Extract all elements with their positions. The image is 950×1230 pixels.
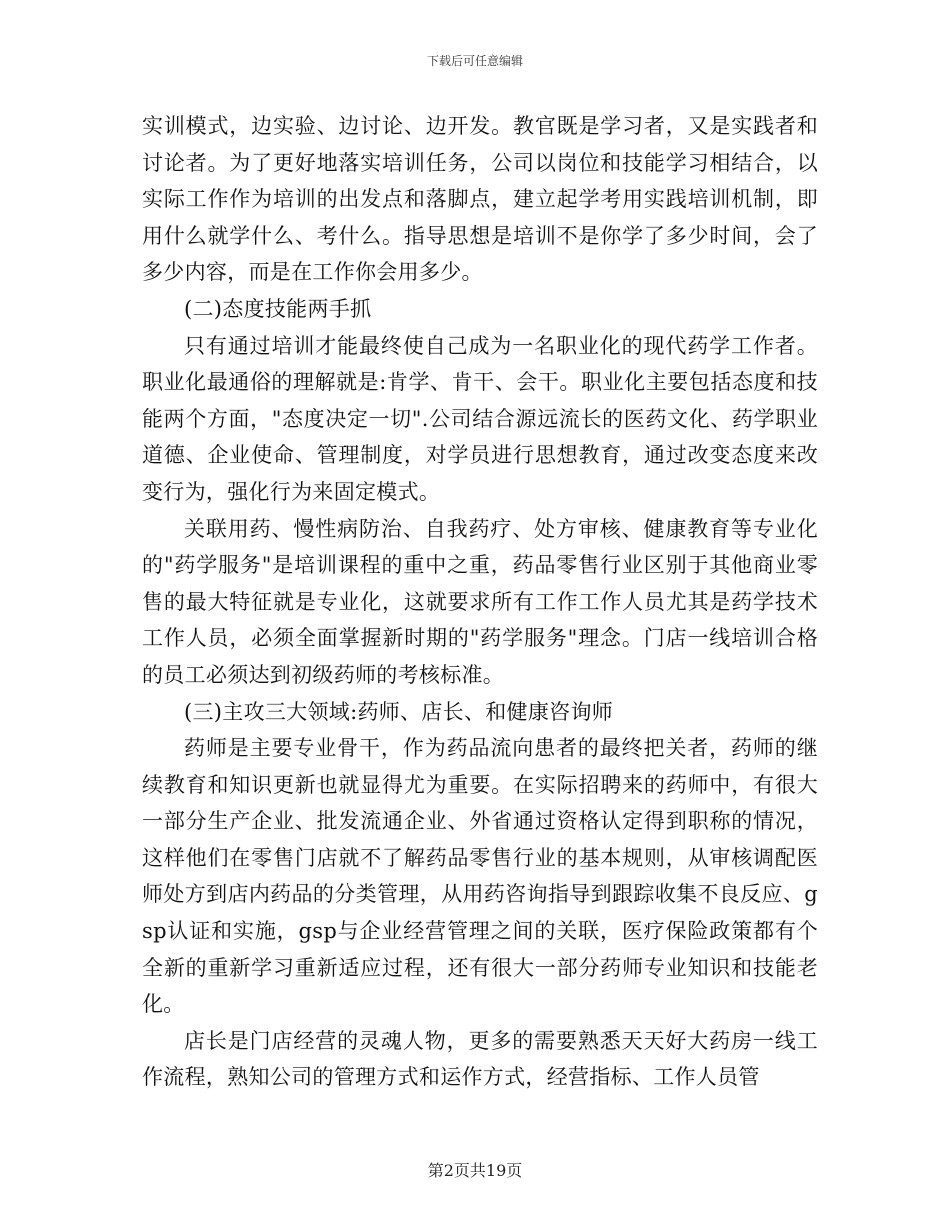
paragraph-training-mode: 实训模式，边实验、边讨论、边开发。教官既是学习者，又是实践者和讨论者。为了更好地落实培训任务，公司以岗位和技能学习相结合，以实际工作作为培训的出发点和落脚点，建立起学考用实践培训机制，即用什么就学什么、考什么。指导思想是培训不是你学了多少时间，会了多少内容，而是在工作你会用多少。: [142, 114, 818, 285]
document-body: [142, 108, 818, 1096]
page-header: 下载后可任意编辑: [426, 54, 523, 68]
section-heading-three-areas: (三)主攻三大领域:药师、店长、和健康咨询师: [184, 699, 614, 724]
section-heading-attitude-skills: (二)态度技能两手抓: [184, 296, 372, 321]
page-footer: 第2页共19页: [427, 1161, 523, 1180]
paragraph-pharmacy-service: 关联用药、慢性病防治、自我药疗、处方审核、健康教育等专业化的"药学服务"是培训课程的重中之重，药品零售行业区别于其他商业零售的最大特征就是专业化，这就要求所有工作工作人员尤其是药学技术工作人员，必须全面掌握新时期的"药学服务"理念。门店一线培训合格的员工必须达到初级药师的考核标准。: [142, 516, 818, 687]
paragraph-store-manager: 店长是门店经营的灵魂人物，更多的需要熟悉天天好大药房一线工作流程，熟知公司的管理方式和运作方式，经营指标、工作人员管: [142, 1028, 818, 1090]
paragraph-professionalization: 只有通过培训才能最终使自己成为一名职业化的现代药学工作者。职业化最通俗的理解就是:肯学、肯干、会干。职业化主要包括态度和技能两个方面，"态度决定一切".公司结合源远流长的医药文化、药学职业道德、企业使命、管理制度，对学员进行思想教育，通过改变态度来改变行为，强化行为来固定模式。: [142, 333, 818, 504]
paragraph-pharmacist: 药师是主要专业骨干，作为药品流向患者的最终把关者，药师的继续教育和知识更新也就显得尤为重要。在实际招聘来的药师中，有很大一部分生产企业、批发流通企业、外省通过资格认定得到职称的情况，这样他们在零售门店就不了解药品零售行业的基本规则，从审核调配医师处方到店内药品的分类管理，从用药咨询指导到跟踪收集不良反应、gsp认证和实施，gsp与企业经营管理之间的关联，医疗保险政策都有个全新的重新学习重新适应过程，还有很大一部分药师专业知识和技能老化。: [142, 736, 818, 1017]
